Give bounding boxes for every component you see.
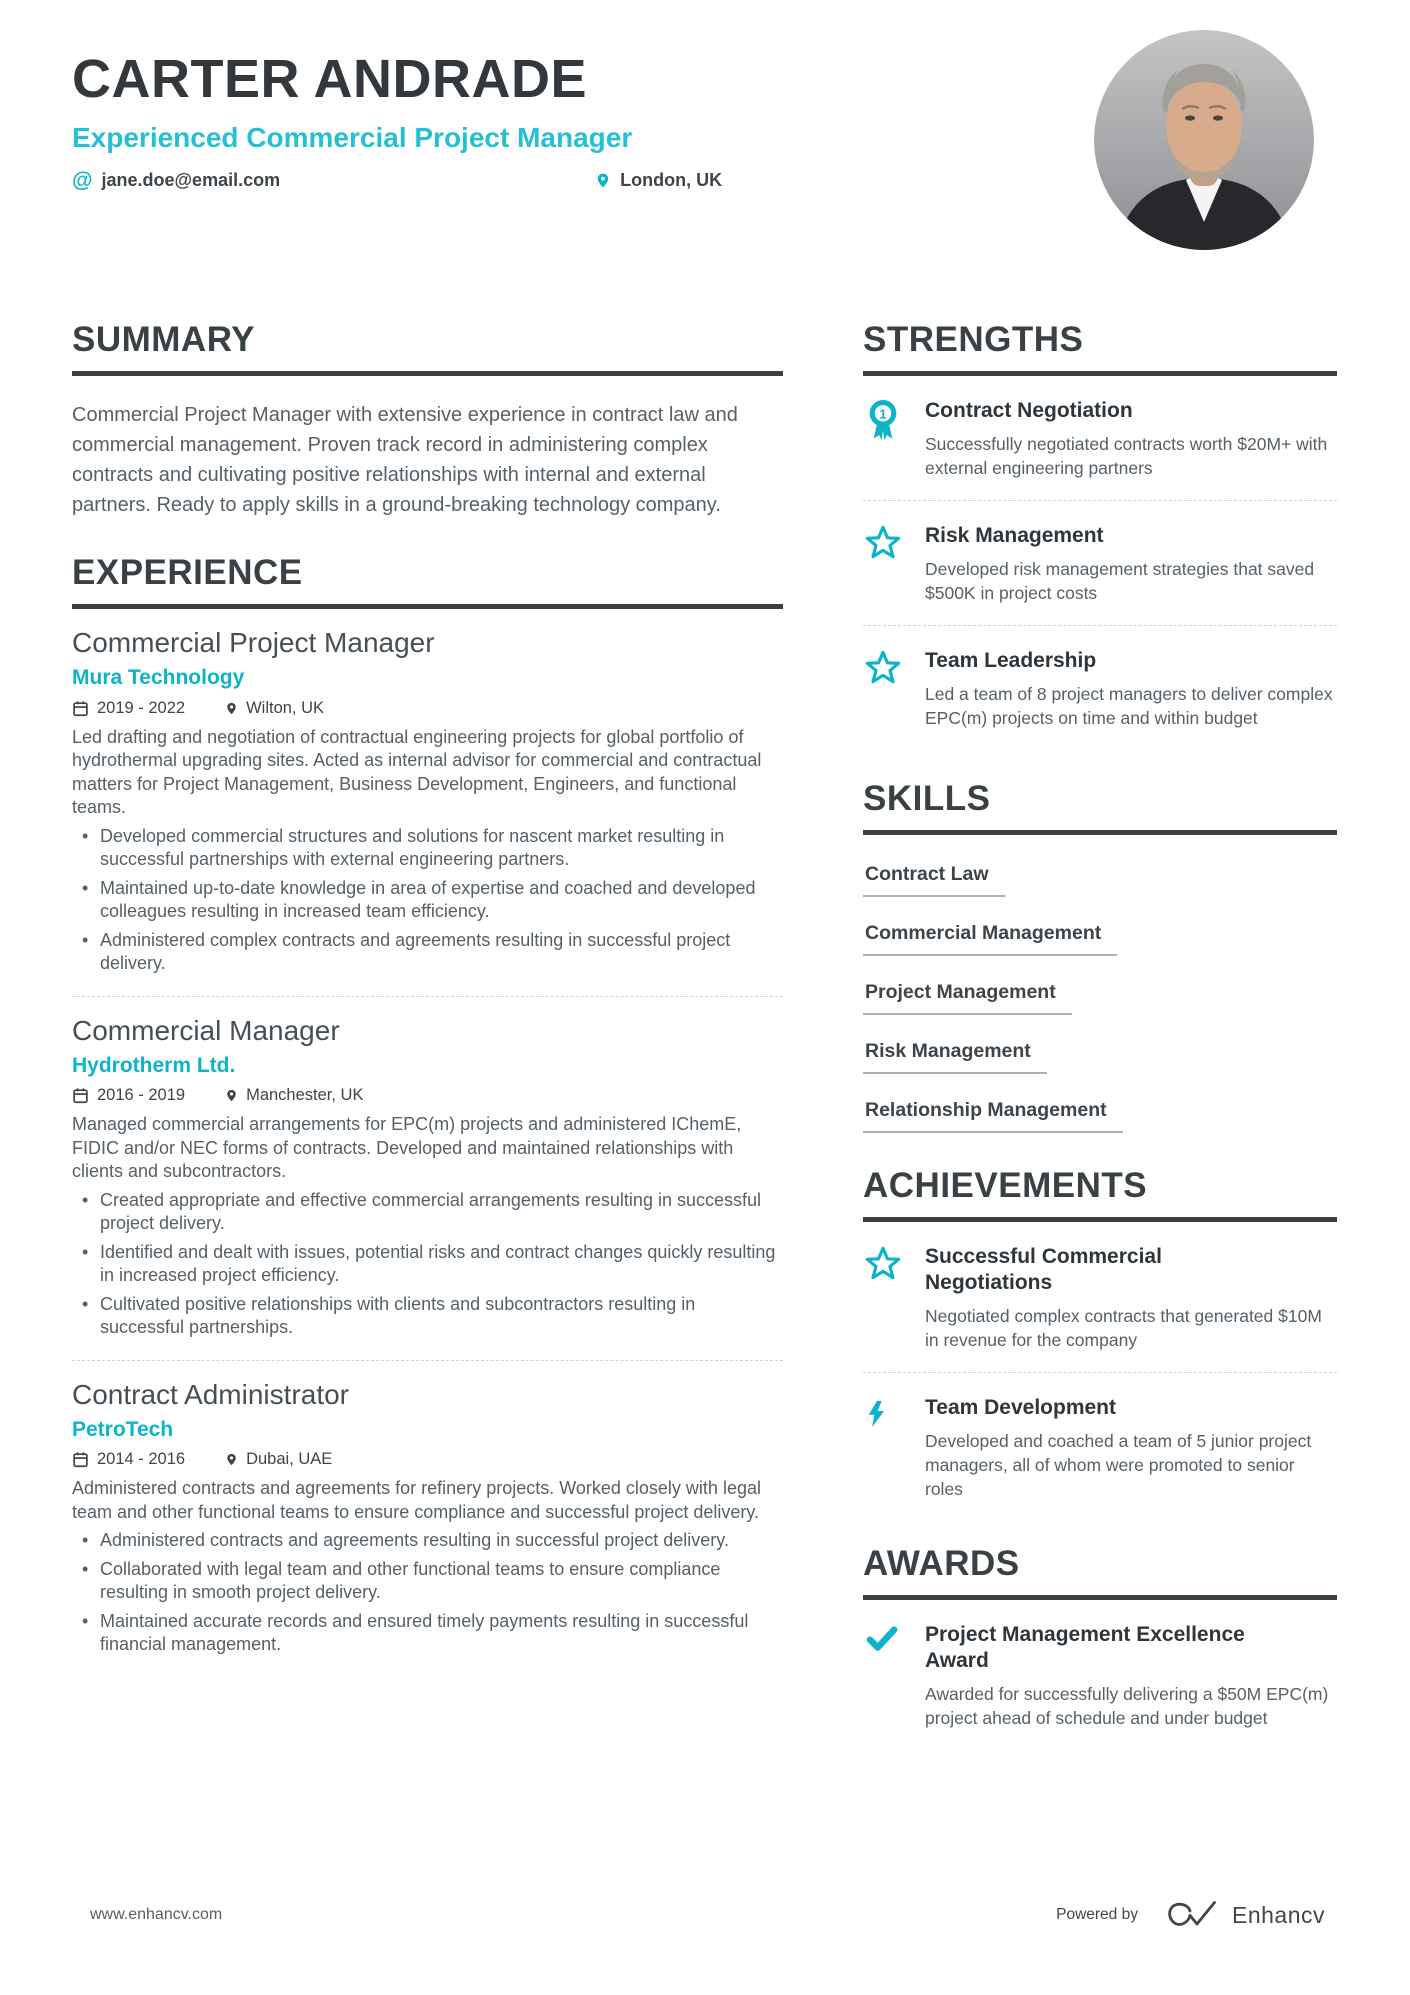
calendar-icon: [72, 1087, 89, 1104]
job-location: [225, 699, 324, 718]
location-pin-icon: [225, 700, 238, 717]
strength-item: [863, 501, 1337, 605]
bullet-item: • Maintained up-to-date knowledge in area of expertise and coached and developed colleagues resulting in increased team efficiency.: [72, 877, 783, 924]
job-title: Commercial Manager: [72, 1014, 340, 1046]
job-bullet-list: [72, 825, 783, 976]
strength-text: Led a team of 8 project managers to deliver complex EPC(m) projects on time and within budget: [925, 683, 1333, 728]
bullet-item: • Administered contracts and agreements resulting in successful project delivery.: [72, 1529, 783, 1553]
summary-text: Commercial Project Manager with extensive experience in contract law and commercial management. Proven track record in administering complex contracts and cultivating positive relationships with internal and external partners. Ready to apply skills in a ground-breaking technology company.: [72, 403, 738, 516]
achievement-body: [925, 1244, 1337, 1352]
award-body: [925, 1622, 1337, 1730]
bullet-item: • Administered complex contracts and agreements resulting in successful project delivery.: [72, 929, 783, 976]
location-text: London, UK: [620, 169, 723, 190]
calendar-icon: [72, 700, 89, 717]
strength-text: Developed risk management strategies that saved $500K in project costs: [925, 558, 1315, 603]
job-description: Administered contracts and agreements for refinery projects. Worked closely with legal team and other functional teams to ensure compliance and successful project delivery.: [72, 1478, 761, 1522]
awards-heading: AWARDS: [863, 1543, 1337, 1600]
job-bullet-list: [72, 1189, 783, 1340]
star-icon: [863, 523, 905, 605]
strength-body: [925, 648, 1337, 730]
medal-icon: [863, 398, 905, 480]
bullet-item: • Maintained accurate records and ensured timely payments resulting in successful financial management.: [72, 1610, 783, 1657]
powered-by: [1056, 1898, 1325, 1932]
job-meta: [72, 1450, 783, 1469]
person-headline: Experienced Commercial Project Manager: [72, 122, 633, 154]
enhancv-logo: [1164, 1898, 1220, 1932]
enhancv-brand[interactable]: [1164, 1898, 1325, 1932]
svg-text:1: 1: [879, 406, 887, 422]
job-meta: [72, 1086, 783, 1105]
strength-text: Successfully negotiated contracts worth $20M+ with external engineering partners: [925, 433, 1328, 478]
skills-section: [863, 778, 1337, 1133]
achievement-item: [863, 1373, 1337, 1501]
skill-item[interactable]: Relationship Management: [863, 1099, 1123, 1133]
location-item: [595, 170, 722, 191]
achievement-item: [863, 1222, 1337, 1352]
profile-photo-image: [1094, 30, 1314, 250]
job-location: [225, 1086, 363, 1105]
summary-section: [72, 319, 783, 520]
calendar-icon: [72, 1451, 89, 1468]
experience-job: [72, 997, 783, 1340]
bullet-item: • Identified and dealt with issues, potential risks and contract changes quickly resulting in increased project efficiency.: [72, 1241, 783, 1288]
bullet-item: • Created appropriate and effective commercial arrangements resulting in successful project delivery.: [72, 1189, 783, 1236]
left-column: [72, 319, 783, 1730]
skill-item[interactable]: Commercial Management: [863, 922, 1117, 956]
achievement-title: Successful Commercial Negotiations: [925, 1244, 1162, 1294]
job-description: Led drafting and negotiation of contractual engineering projects for global portfolio of hydrothermal upgrading sites. Acted as internal advisor for commercial and contractual matters for Project Management, Business Development, Engineers, and functional teams.: [72, 726, 762, 818]
job-description: Managed commercial arrangements for EPC(m) projects and administered IChemE, FIDIC and/or NEC forms of contracts. Developed and maintained relationships with clients and subcontractors.: [72, 1114, 742, 1182]
email-at-icon: [72, 170, 92, 191]
brand-name: Enhancv: [1231, 1901, 1325, 1928]
award-title: Project Management Excellence Award: [925, 1622, 1245, 1672]
star-icon: [863, 1244, 905, 1352]
job-dates: [72, 1450, 185, 1469]
bolt-icon: [863, 1395, 905, 1501]
strength-title: Risk Management: [925, 523, 1104, 547]
achievement-title: Team Development: [925, 1395, 1116, 1419]
skills-list: [863, 863, 1337, 1133]
person-name: CARTER ANDRADE: [72, 49, 587, 109]
job-company[interactable]: Mura Technology: [72, 666, 245, 690]
star-icon: [863, 648, 905, 730]
strengths-section: [863, 319, 1337, 730]
job-location-text: Dubai, UAE: [246, 1450, 333, 1469]
experience-section: [72, 552, 783, 1657]
right-column: [863, 319, 1337, 1730]
job-meta: [72, 699, 783, 718]
check-icon: [863, 1622, 905, 1730]
location-pin-icon: [225, 1087, 238, 1104]
job-dates: [72, 1086, 185, 1105]
location-pin-icon: [225, 1451, 238, 1468]
footer: [90, 1898, 1325, 1932]
job-location: [225, 1450, 332, 1469]
powered-by-label: Powered by: [1056, 1906, 1138, 1923]
header: [0, 0, 1410, 191]
strength-item: [863, 626, 1337, 730]
strengths-heading: STRENGTHS: [863, 319, 1337, 376]
achievement-text: Developed and coached a team of 5 junior project managers, all of whom were promoted to senior roles: [925, 1430, 1312, 1499]
job-title: Commercial Project Manager: [72, 626, 435, 658]
job-dates: [72, 699, 185, 718]
email-link[interactable]: [72, 170, 280, 191]
achievements-heading: ACHIEVEMENTS: [863, 1165, 1337, 1222]
job-dates-text: 2016 - 2019: [97, 1086, 186, 1105]
achievement-text: Negotiated complex contracts that generated $10M in revenue for the company: [925, 1305, 1322, 1350]
job-title: Contract Administrator: [72, 1378, 349, 1410]
strength-title: Contract Negotiation: [925, 398, 1133, 422]
strength-body: [925, 523, 1337, 605]
skills-heading: SKILLS: [863, 778, 1337, 835]
footer-website-link[interactable]: www.enhancv.com: [90, 1906, 223, 1923]
bullet-item: • Collaborated with legal team and other functional teams to ensure compliance resulting in smooth project delivery.: [72, 1558, 783, 1605]
award-item: [863, 1600, 1337, 1730]
experience-job: [72, 609, 783, 976]
location-pin-icon: [595, 170, 611, 191]
experience-heading: EXPERIENCE: [72, 552, 783, 609]
strength-title: Team Leadership: [925, 648, 1097, 672]
job-location-text: Manchester, UK: [246, 1086, 364, 1105]
achievement-body: [925, 1395, 1337, 1501]
achievements-section: [863, 1165, 1337, 1501]
award-text: Awarded for successfully delivering a $50M EPC(m) project ahead of schedule and under budget: [925, 1683, 1329, 1728]
strength-item: [863, 376, 1337, 480]
job-dates-text: 2014 - 2016: [97, 1450, 186, 1469]
bullet-item: • Cultivated positive relationships with clients and subcontractors resulting in successful partnerships.: [72, 1293, 783, 1340]
job-dates-text: 2019 - 2022: [97, 698, 186, 717]
summary-heading: SUMMARY: [72, 319, 783, 376]
awards-section: [863, 1543, 1337, 1730]
content-columns: [0, 319, 1410, 1730]
skill-item[interactable]: Project Management: [863, 981, 1072, 1015]
job-location-text: Wilton, UK: [246, 698, 325, 717]
experience-job: [72, 1361, 783, 1657]
job-company[interactable]: Hydrotherm Ltd.: [72, 1053, 236, 1077]
skill-item[interactable]: Risk Management: [863, 1040, 1047, 1074]
email-text: jane.doe@email.com: [101, 169, 281, 190]
job-bullet-list: [72, 1529, 783, 1657]
profile-photo: [1094, 30, 1314, 250]
job-company[interactable]: PetroTech: [72, 1418, 174, 1442]
strength-body: [925, 398, 1337, 480]
bullet-item: • Developed commercial structures and solutions for nascent market resulting in successful partnerships with external engineering partners.: [72, 825, 783, 872]
skill-item[interactable]: Contract Law: [863, 863, 1005, 897]
